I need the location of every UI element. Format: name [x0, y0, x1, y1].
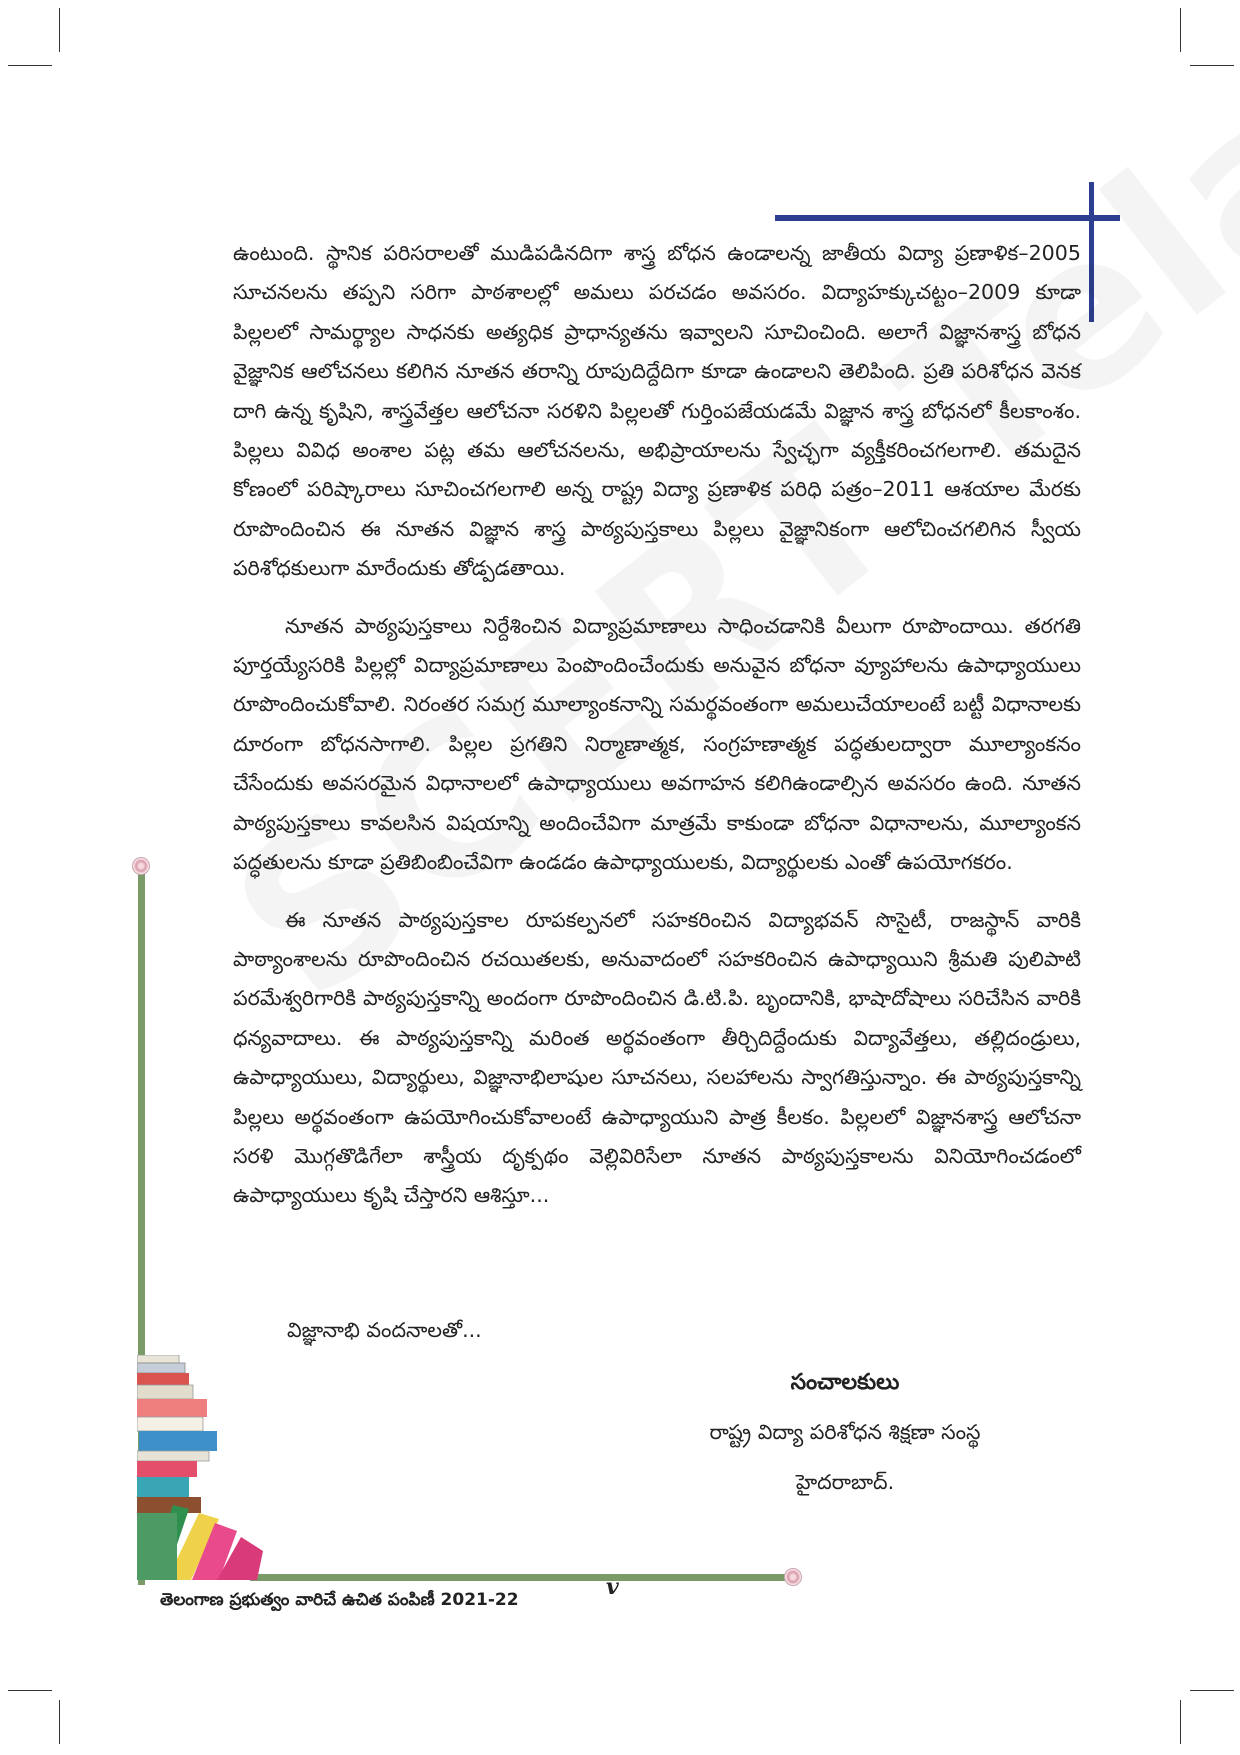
- top-right-blue-rule-horizontal: [775, 215, 1120, 221]
- paragraph-2: నూతన పాఠ్యపుస్తకాలు నిర్దేశించిన విద్యాప్రమాణాలు సాధించడానికి వీలుగా రూపొందాయి. తరగతి పూర్తయ్యేసరికి పిల్లల్లో విద్యాప్రమాణాలు పెంపొందించేందుకు అనువైన బోధనా వ్యూహాలను ఉపాధ్యాయులు రూపొందించుకోవాలి. నిరంతర సమగ్ర మూల్యాంకనాన్ని సమర్థవంతంగా అమలుచేయాలంటే బట్టీ విధానాలకు దూరంగా బోధనసాగాలి. పిల్లల ప్రగతిని నిర్మాణాత్మక, సంగ్రహణాత్మక పద్ధతులద్వారా మూల్యాంకనం చేసేందుకు అవసరమైన విధానాలలో ఉపాధ్యాయులు అవగాహన కలిగిఉండాల్సిన అవసరం ఉంది. నూతన పాఠ్యపుస్తకాలు కావలసిన విషయాన్ని అందించేవిగా మాత్రమే కాకుండా బోధనా విధానాలను, మూల్యాంకన పద్ధతులను కూడా ప్రతిబింబించేవిగా ఉండడం ఉపాధ్యాయులకు, విద్యార్థులకు ఎంతో ఉపయోగకరం.: [233, 613, 1081, 875]
- footer-distribution-note: తెలంగాణ ప్రభుత్వం వారిచే ఉచిత పంపిణీ 2021-22: [160, 1590, 519, 1610]
- crop-mark-top-right-vertical: [1180, 8, 1181, 52]
- crop-mark-bottom-right-vertical: [1180, 1700, 1181, 1744]
- top-right-blue-rule-vertical: [1089, 182, 1094, 322]
- crop-mark-bottom-left-vertical: [59, 1700, 60, 1744]
- signature-title: సంచాలకులు: [790, 1370, 900, 1395]
- crop-mark-top-left-vertical: [59, 8, 60, 52]
- bottom-green-rule: [250, 1574, 788, 1581]
- paragraph-1: ఉంటుంది. స్థానిక పరిసరాలతో ముడిపడినదిగా శాస్త్ర బోధన ఉండాలన్న జాతీయ విద్యా ప్రణాళిక–2005 సూచనలను తప్పని సరిగా పాఠశాలల్లో అమలు పరచడం అవసరం. విద్యాహక్కుచట్టం–2009 కూడా పిల్లలలో సామర్థ్యాల సాధనకు అత్యధిక ప్రాధాన్యతను ఇవ్వాలని సూచించింది. అలాగే విజ్ఞానశాస్త్ర బోధన వైజ్ఞానిక ఆలోచనలు కలిగిన నూతన తరాన్ని రూపుదిద్దేదిగా కూడా ఉండాలని తెలిపింది. ప్రతి పరిశోధన వెనక దాగి ఉన్న కృషిని, శాస్త్రవేత్తల ఆలోచనా సరళిని పిల్లలతో గుర్తింపజేయడమే విజ్ఞాన శాస్త్ర బోధనలో కీలకాంశం. పిల్లలు వివిధ అంశాల పట్ల తమ ఆలోచనలను, అభిప్రాయాలను స్వేచ్ఛగా వ్యక్తీకరించగలగాలి. తమదైన కోణంలో పరిష్కారాలు సూచించగలగాలి అన్న రాష్ట్ర విద్యా ప్రణాళిక పరిధి పత్రం–2011 ఆశయాల మేరకు రూపొందించిన ఈ నూతన విజ్ఞాన శాస్త్ర పాఠ్యపుస్తకాలు పిల్లలు వైజ్ఞానికంగా ఆలోచించగలిగిన స్వీయ పరిశోధకులుగా మారేందుకు తోడ్పడతాయి.: [233, 241, 1081, 581]
- crop-mark-top-left-horizontal: [8, 65, 52, 66]
- crop-mark-bottom-right-horizontal: [1190, 1690, 1234, 1691]
- flower-ornament-icon: [132, 857, 150, 875]
- flower-ornament-icon: [784, 1568, 802, 1586]
- crop-mark-top-right-horizontal: [1190, 65, 1234, 66]
- signature-city: హైదరాబాద్.: [795, 1470, 895, 1494]
- closing-salutation: విజ్ఞానాభి వందనాలతో...: [287, 1318, 482, 1342]
- crop-mark-bottom-left-horizontal: [8, 1690, 52, 1691]
- paragraph-3: ఈ నూతన పాఠ్యపుస్తకాల రూపకల్పనలో సహకరించిన విద్యాభవన్ సొసైటీ, రాజస్థాన్ వారికి పాఠ్యాంశాలను రూపొందించిన రచయితలకు, అనువాదంలో సహకరించిన ఉపాధ్యాయిని శ్రీమతి పులిపాటి పరమేశ్వరిగారికి పాఠ్యపుస్తకాన్ని అందంగా రూపొందించిన డి.టి.పి. బృందానికి, భాషాదోషాలు సరిచేసిన వారికి ధన్యవాదాలు. ఈ పాఠ్యపుస్తకాన్ని మరింత అర్థవంతంగా తీర్చిదిద్దేందుకు విద్యావేత్తలు, తల్లిదండ్రులు, ఉపాధ్యాయులు, విద్యార్థులు, విజ్ఞానాభిలాషుల సూచనలు, సలహాలను స్వాగతిస్తున్నాం. ఈ పాఠ్యపుస్తకాన్ని పిల్లలు అర్థవంతంగా ఉపయోగించుకోవాలంటే ఉపాధ్యాయుని పాత్ర కీలకం. పిల్లలలో విజ్ఞానశాస్త్ర ఆలోచనా సరళి మొగ్గతొడిగేలా శాస్త్రీయ దృక్పథం వెల్లివిరిసేలా నూతన పాఠ్యపుస్తకాలను వినియోగించడంలో ఉపాధ్యాయులు కృషి చేస్తారని ఆశిస్తూ...: [233, 907, 1081, 1208]
- signature-organization: రాష్ట్ర విద్యా పరిశోధన శిక్షణా సంస్థ: [709, 1420, 981, 1444]
- page-number: v: [606, 1574, 619, 1600]
- book-stack-icon: [137, 1355, 279, 1580]
- body-text: [233, 234, 1081, 1216]
